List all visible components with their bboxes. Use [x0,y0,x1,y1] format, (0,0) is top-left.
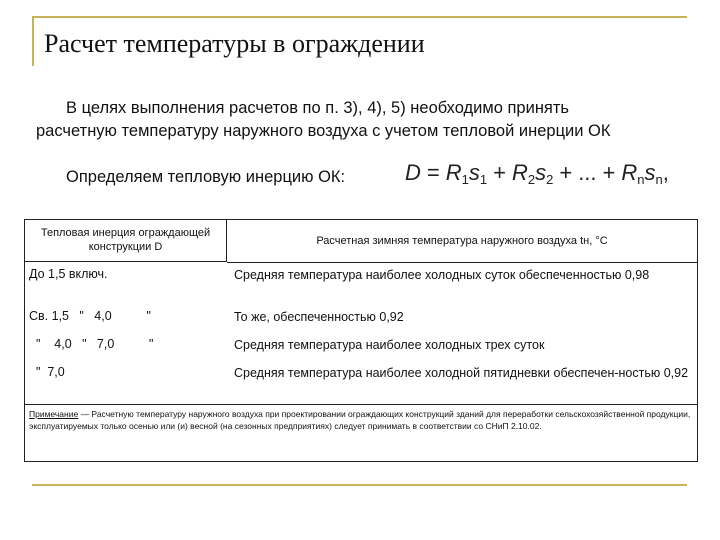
intro-paragraph [36,97,696,143]
table-row-1-temperature: Средняя температура наиболее холодных суток обеспеченностью 0,98 [234,268,650,282]
formula-s1-sub: 1 [479,172,488,187]
formula-plus-2: + [559,160,573,185]
table-row-2-temperature: То же, обеспеченностью 0,92 [234,310,404,324]
slide-title: Расчет температуры в ограждении [44,29,425,58]
formula-D: D [405,160,421,185]
table-row-3-temperature: Средняя температура наиболее холодных трех суток [234,338,545,352]
frame-top-line [32,16,687,18]
formula-plus-3: + [602,160,616,185]
table-row-3-inertia: " 4,0 " 7,0 " [29,337,154,351]
note-label: Примечание [29,409,79,419]
thermal-inertia-formula [405,160,669,187]
formula-plus-1: + [493,160,506,185]
define-label: Определяем тепловую инерцию ОК: [66,168,346,186]
table-row-4-inertia: " 7,0 [29,365,65,379]
temperature-table [24,219,698,462]
formula-R2-sub: 2 [527,172,536,187]
table-row-2-inertia: Св. 1,5 " 4,0 " [29,309,151,323]
formula-sn: s [644,160,656,185]
table-header-temperature: Расчетная зимняя температура наружного воздуха tн, °С [227,220,697,263]
table-note [29,408,693,432]
note-text: — Расчетную температуру наружного воздуха при проектировании ограждающих конструкций зданий для переработки сельскохозяйственной продукции, эксплуатируемых только осенью или (и) весной (на сезонных предприятиях) следует принимать в соответствии со СНиП 2.10.02. [29,409,691,431]
formula-Rn: R [621,160,638,185]
formula-R1: R [445,160,462,185]
intro-line-1: В целях выполнения расчетов по п. 3), 4), 5) необходимо принять [66,99,570,117]
frame-left-line [32,16,34,66]
formula-sn-sub: n [655,172,663,187]
formula-Rn-sub: n [637,172,645,187]
formula-R2: R [511,160,528,185]
formula-R1-sub: 1 [461,172,469,187]
formula-dots: ... [578,160,597,185]
intro-line-2: расчетную температуру наружного воздуха с учетом тепловой инерции ОК [36,122,611,140]
note-separator [25,404,697,405]
formula-equals: = [426,160,440,185]
table-row-4-temperature: Средняя температура наиболее холодной пятидневки обеспечен-ностью 0,92 [234,366,689,380]
frame-bottom-line [32,484,687,486]
formula-s1: s [468,160,480,185]
table-header-inertia: Тепловая инерция ограждающей конструкции D [25,220,227,262]
formula-s2: s [535,160,547,185]
formula-comma: , [662,160,669,185]
table-row-1-inertia: До 1,5 включ. [29,267,108,281]
formula-s2-sub: 2 [546,172,554,187]
